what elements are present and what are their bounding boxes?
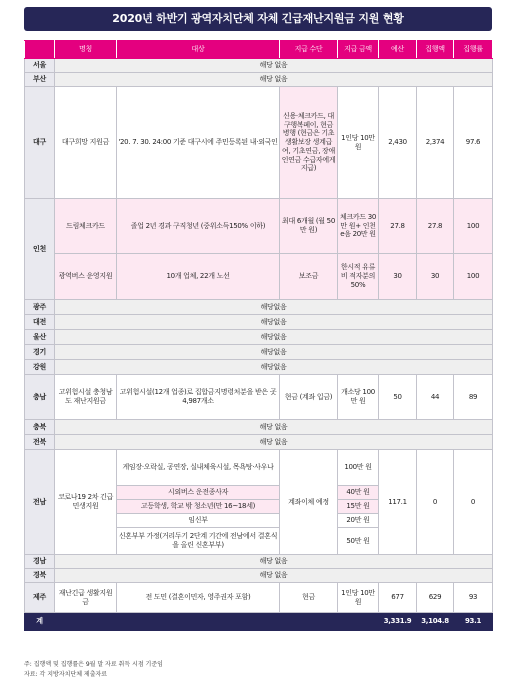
rate-value: 89	[454, 375, 493, 420]
region-label: 인천	[25, 199, 55, 300]
program-amount: 100만 원	[338, 450, 379, 486]
col-header-amount: 지급 금액	[338, 41, 379, 59]
no-data-cell: 해당없음	[55, 360, 493, 375]
program-name: 광역버스 운영지원	[55, 254, 117, 300]
program-means: 최대 6개월 (월 50만 원)	[280, 199, 338, 254]
no-data-cell: 해당 없음	[55, 59, 493, 73]
no-data-cell: 해당없음	[55, 330, 493, 345]
program-name: 재난긴급 생활지원금	[55, 583, 117, 613]
program-name: 고위험시설 충청남도 재난지원금	[55, 375, 117, 420]
region-label: 충남	[25, 375, 55, 420]
total-spent: 3,104.8	[417, 613, 454, 631]
total-rate: 93.1	[454, 613, 493, 631]
program-amount: 50만 원	[338, 528, 379, 555]
budget-value: 30	[379, 254, 417, 300]
table-row	[25, 583, 493, 613]
table-row	[25, 450, 493, 486]
table-row	[25, 59, 493, 73]
program-name: 대구희망 지원금	[55, 87, 117, 199]
col-header-target: 대상	[117, 41, 280, 59]
program-target: 신혼부부 가정(거리두기 2단계 기간에 전남에서 결혼식을 올린 신혼부부)	[117, 528, 280, 555]
budget-value: 2,430	[379, 87, 417, 199]
total-label: 계	[25, 613, 55, 631]
table-row	[25, 87, 493, 199]
no-data-cell: 해당없음	[55, 300, 493, 315]
table-row	[25, 435, 493, 450]
region-label: 대구	[25, 87, 55, 199]
region-label: 경기	[25, 345, 55, 360]
table-row	[25, 73, 493, 87]
table-row	[25, 569, 493, 583]
region-label: 대전	[25, 315, 55, 330]
no-data-cell: 해당 없음	[55, 555, 493, 569]
table-row	[25, 254, 493, 300]
table-row	[25, 360, 493, 375]
program-target: 10개 업체, 22개 노선	[117, 254, 280, 300]
table-row	[25, 315, 493, 330]
budget-value: 50	[379, 375, 417, 420]
footnote-note: 주: 집행액 및 집행률은 9월 말 자료 취득 시점 기준임	[24, 661, 163, 668]
program-means: 보조금	[280, 254, 338, 300]
footnote-source: 자료: 각 지방자치단체 제출자료	[24, 670, 108, 678]
spent-value: 2,374	[417, 87, 454, 199]
program-amount: 한시적 유류비 적자분의 50%	[338, 254, 379, 300]
region-label: 전남	[25, 450, 55, 555]
region-label: 강원	[25, 360, 55, 375]
table-row	[25, 300, 493, 315]
program-amount: 1인당 10만 원	[338, 87, 379, 199]
spent-value: 30	[417, 254, 454, 300]
no-data-cell: 해당없음	[55, 345, 493, 360]
table-row	[25, 199, 493, 254]
total-row	[25, 613, 493, 631]
program-name: 드림체크카드	[55, 199, 117, 254]
program-amount: 40만 원	[338, 486, 379, 500]
program-amount: 15만 원	[338, 500, 379, 514]
no-data-cell: 해당 없음	[55, 420, 493, 435]
region-label: 경남	[25, 555, 55, 569]
rate-value: 93	[454, 583, 493, 613]
program-amount: 1인당 10만 원	[338, 583, 379, 613]
rate-value: 0	[454, 450, 493, 555]
budget-value: 677	[379, 583, 417, 613]
program-means: 현금	[280, 583, 338, 613]
program-amount: 개소당 100만 원	[338, 375, 379, 420]
header-row	[25, 41, 493, 59]
program-means: 현금 (계좌 입금)	[280, 375, 338, 420]
col-header-spent: 집행액	[417, 41, 454, 59]
no-data-cell: 해당 없음	[55, 435, 493, 450]
no-data-cell: 해당없음	[55, 315, 493, 330]
program-amount: 체크카드 30만 원+ 인천e음 20만 원	[338, 199, 379, 254]
spent-value: 44	[417, 375, 454, 420]
no-data-cell: 해당 없음	[55, 73, 493, 87]
table-row	[25, 420, 493, 435]
region-label: 서울	[25, 59, 55, 73]
program-target: '20. 7. 30. 24:00 기준 대구시에 주민등록된 내·외국인	[117, 87, 280, 199]
region-label: 제주	[25, 583, 55, 613]
region-label: 부산	[25, 73, 55, 87]
program-amount: 20만 원	[338, 514, 379, 528]
region-label: 광주	[25, 300, 55, 315]
table-row	[25, 330, 493, 345]
program-name: 코로나19 2차 긴급 민생지원	[55, 450, 117, 555]
budget-value: 117.1	[379, 450, 417, 555]
region-label: 경북	[25, 569, 55, 583]
rate-value: 100	[454, 199, 493, 254]
program-target: 전 도민 (결혼이민자, 영주권자 포함)	[117, 583, 280, 613]
page-title: 2020년 하반기 광역자치단체 자체 긴급재난지원금 지원 현황	[24, 7, 492, 31]
program-means: 신용·체크카드, 대구행복페이, 현금 병행 (현금은 기초생활보장 생계급여, 기초연금, 장애인연금 수급자에게 지급)	[280, 87, 338, 199]
spent-value: 629	[417, 583, 454, 613]
program-target: 졸업 2년 경과 구직청년 (중위소득150% 이하)	[117, 199, 280, 254]
col-header-budget: 예산	[379, 41, 417, 59]
budget-value: 27.8	[379, 199, 417, 254]
total-budget: 3,331.9	[379, 613, 417, 631]
total-spacer	[55, 613, 379, 631]
program-target: 게임장·오락실, 공연장, 실내체육시설, 목욕탕·사우나	[117, 450, 280, 486]
program-target: 고위험시설(12개 업종)로 집합금지명령처분을 받은 곳 4,987개소	[117, 375, 280, 420]
col-header-region	[25, 41, 55, 59]
program-target: 시외버스 운전종사자	[117, 486, 280, 500]
program-target: 임신부	[117, 514, 280, 528]
table-row	[25, 375, 493, 420]
spent-value: 27.8	[417, 199, 454, 254]
table-row	[25, 345, 493, 360]
program-means: 계좌이체 예정	[280, 450, 338, 555]
spent-value: 0	[417, 450, 454, 555]
table-row	[25, 555, 493, 569]
no-data-cell: 해당 없음	[55, 569, 493, 583]
rate-value: 100	[454, 254, 493, 300]
footnotes	[24, 660, 163, 679]
rate-value: 97.6	[454, 87, 493, 199]
region-label: 울산	[25, 330, 55, 345]
region-label: 전북	[25, 435, 55, 450]
program-target: 고등학생, 학교 밖 청소년(만 16~18세)	[117, 500, 280, 514]
relief-fund-table	[24, 40, 493, 631]
col-header-means: 지급 수단	[280, 41, 338, 59]
col-header-rate: 집행률	[454, 41, 493, 59]
col-header-name: 명칭	[55, 41, 117, 59]
region-label: 충북	[25, 420, 55, 435]
